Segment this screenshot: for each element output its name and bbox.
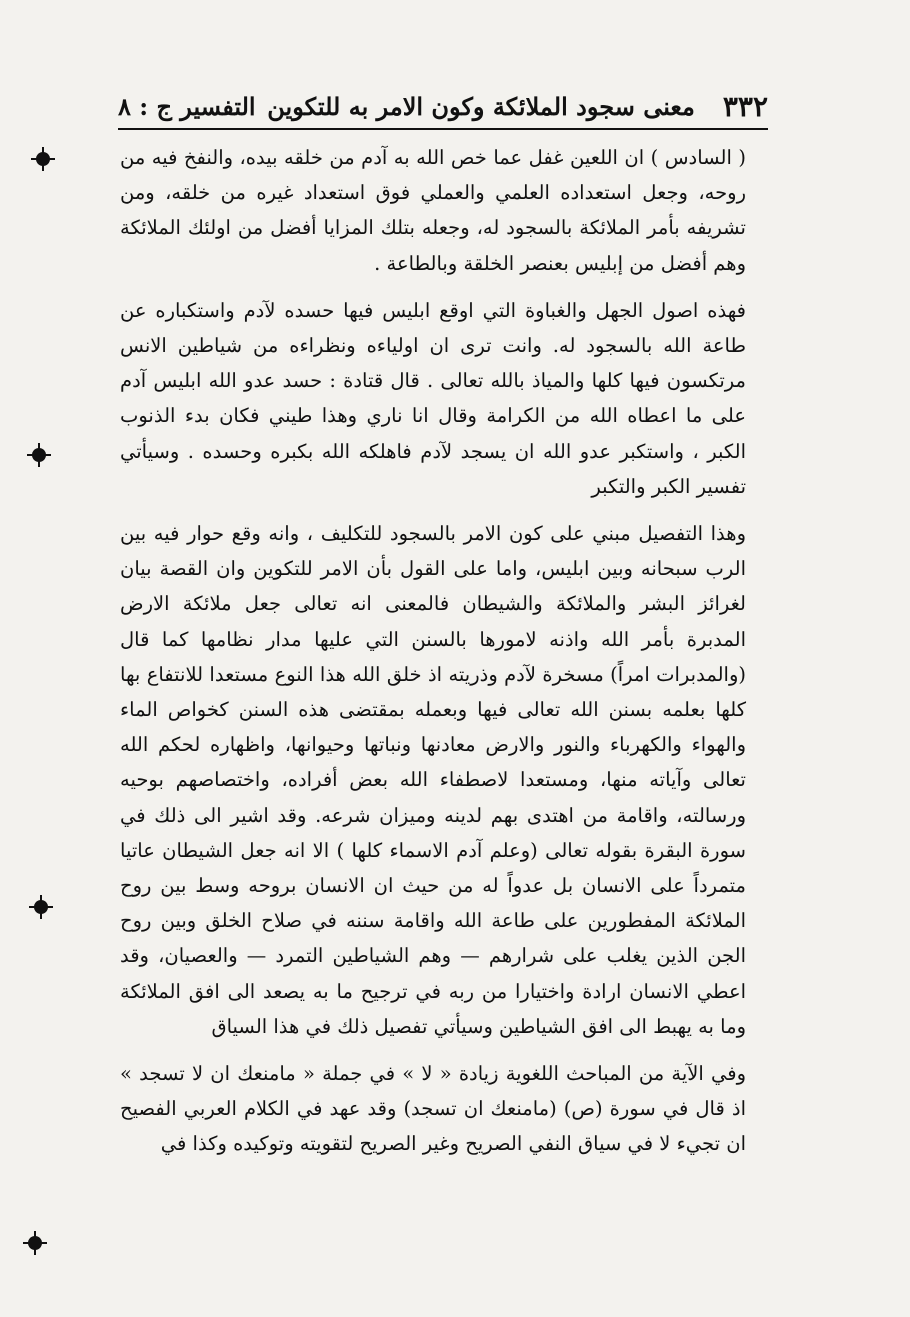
header-rule [118,128,768,130]
paragraph-4: وفي الآية من المباحث اللغوية زيادة « لا » في جملة « مامنعك ان لا تسجد » اذ قال في سورة (ص) (مامنعك ان تسجد) وقد عهد في الكلام العربي الفصيح ان تجيء لا في سياق النفي الصريح وغير الصريح لتقويته وتوكيده وكذا في [120,1062,746,1156]
binding-hole-mark [34,900,48,914]
body-text [120,140,772,1162]
paragraph-3: وهذا التفصيل مبني على كون الامر بالسجود للتكليف ، وانه وقع حوار فيه بين الرب سبحانه وبين ابليس، واما على القول بأن الامر للتكوين وان القصة بيان لغرائز البشر والملائكة والشيطان فالمعنى انه تعالى جعل ملائكة الارض المدبرة بأمر الله واذنه لامورها بالسنن التي عليها مدار نظامها كما قال (والمدبرات امراً) مسخرة لآدم وذريته اذ خلق الله هذا النوع مستعدا للانتفاع بها كلها بعلمه بسنن الله تعالى فيها وبعمله بمقتضى هذه السنن كخواص الماء والهواء والكهرباء والنور والارض معادنها ونباتها وحيوانها، واظهاره لحكم الله تعالى وآياته منها، ومستعدا لاصطفاء الله بعض أفراده، واختصاصهم بوحيه ورسالته، واقامة من اهتدى بهم لدينه وميزان شرعه. وقد اشير الى ذلك في سورة البقرة بقوله تعالى (وعلم آدم الاسماء كلها ) الا انه جعل الشيطان عاتيا متمرداً على الانسان بل عدواً له من حيث ان الانسان بروحه وسط بين روح الملائكة المفطورين على طاعة الله واقامة سننه في صلاح الخلق وبين روح الجن الذين يغلب على شرارهم — وهم الشياطين التمرد — والعصيان، وقد اعطي الانسان ارادة واختيارا من ربه في ترجيح ما به يصعد الى افق الملائكة وما به يهبط الى افق الشياطين وسيأتي تفصيل ذلك في هذا السياق [120,522,746,1038]
paragraph-1: ( السادس ) ان اللعين غفل عما خص الله به آدم من خلقه بيده، والنفخ فيه من روحه، وجعل استعداده العلمي والعملي فوق استعداد غيره من خلقه، ومن تشريفه بأمر الملائكة بالسجود له، وجعله بتلك المزايا أفضل من اولئك الملائكة وهم أفضل من إبليس بعنصر الخلقة وبالطاعة . [120,146,746,275]
page-number: ٣٣٢ [722,89,768,123]
running-header [118,84,768,128]
paragraph-2: فهذه اصول الجهل والغباوة التي اوقع ابليس فيها حسده لآدم واستكباره عن طاعة الله بالسجود له. وانت ترى ان اولياءه ونظراءه من شياطين الانس مرتكسون فيها كلها والمياذ بالله تعالى . قال قتادة : حسد عدو الله ابليس آدم على ما اعطاه الله من الكرامة وقال انا ناري وهذا طيني فكان بدء الذنوب الكبر ، واستكبر عدو الله ان يسجد لآدم فاهلكه الله بكبره وحسده . وسيأتي تفسير الكبر والتكبر [120,298,746,498]
binding-hole-mark [32,448,46,462]
binding-hole-mark [28,1236,42,1250]
binding-hole-mark [36,152,50,166]
header-volume: التفسير ج : ٨ [118,91,256,121]
header-title: معنى سجود الملائكة وكون الامر به للتكوين [267,91,695,121]
